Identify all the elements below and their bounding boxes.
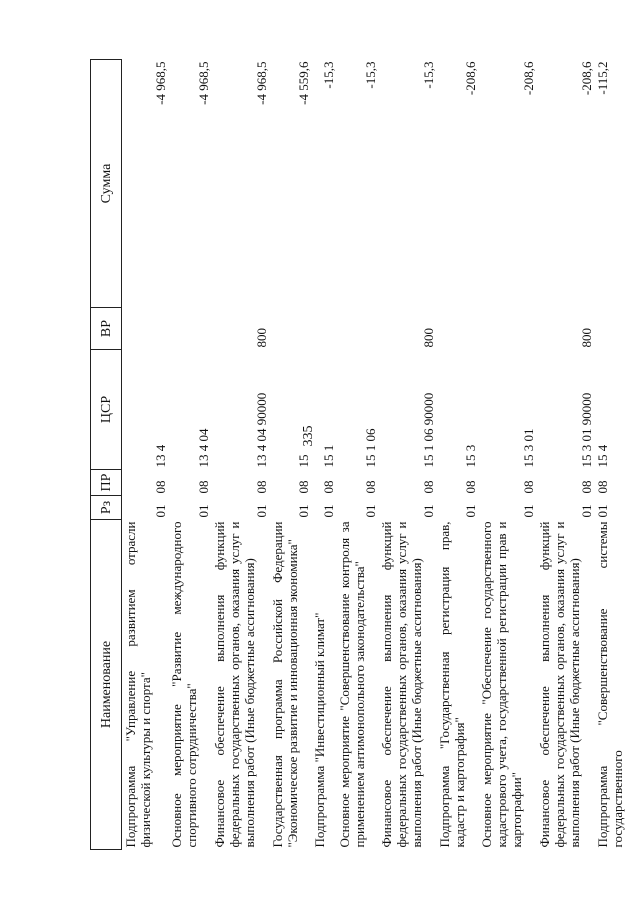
row-csr: 15 1 06 [362, 428, 378, 468]
row-pr: 08 [253, 480, 269, 494]
row-name: Финансовое обеспечение выполнения функций федеральных государственных органов, оказания услуг и выполнения работ (Иные бюджетные ассигнования) [536, 521, 582, 848]
row-sum: -208,6 [520, 61, 536, 96]
row-sum: -4 968,5 [253, 61, 269, 105]
row-rz: 01 [578, 504, 594, 518]
row-csr: 15 1 [320, 444, 336, 468]
row-sum: -4 968,5 [152, 61, 168, 105]
row-vr [168, 308, 211, 350]
row-csr: 13 4 [152, 444, 168, 468]
rotated-page [90, 60, 625, 850]
row-rz: 01 [520, 504, 536, 518]
row-sum: -4 559,6 [295, 61, 311, 105]
row-rz: 01 [195, 504, 211, 518]
row-csr: 13 4 04 90000 [253, 392, 269, 468]
table-row [478, 60, 536, 850]
row-name: Подпрограмма "Инвестиционный климат" [311, 612, 327, 848]
row-sum: -15,3 [362, 61, 378, 89]
row-pr: 08 [152, 480, 168, 494]
table-row [269, 60, 311, 850]
row-vr: 800 [420, 328, 436, 348]
table-row [122, 60, 168, 850]
row-sum: -208,6 [462, 61, 478, 96]
row-pr: 08 [362, 480, 378, 494]
row-rz: 01 [152, 504, 168, 518]
row-name: Основное мероприятие "Развитие международного спортивного сотрудничества" [168, 521, 199, 848]
row-name: Подпрограмма "Управление развитием отрасли физической культуры и спорта" [123, 521, 153, 848]
row-pr: 08 [320, 480, 336, 494]
row-sum: -115,2 [594, 61, 610, 95]
row-rz: 01 [594, 504, 610, 518]
row-pr: 08 [195, 480, 211, 494]
row-vr [594, 308, 625, 350]
row-name: Подпрограмма "Совершенствование системы государственного [594, 521, 625, 848]
table-header-row [91, 60, 122, 850]
row-rz: 01 [420, 504, 436, 518]
row-pr: 08 [520, 480, 536, 494]
row-vr: 800 [578, 328, 594, 348]
row-vr [436, 308, 478, 350]
table-row [594, 60, 625, 850]
row-pr: 08 [462, 480, 478, 494]
table-row [436, 60, 478, 850]
page-number: 335 [301, 425, 316, 447]
row-rz: 01 [295, 504, 311, 518]
table-row [168, 60, 211, 850]
table-row [378, 60, 436, 850]
header-pr: ПР [91, 470, 122, 496]
budget-table [90, 59, 625, 850]
row-pr: 08 [578, 480, 594, 494]
row-rz: 01 [320, 504, 336, 518]
row-csr: 15 3 01 [520, 428, 536, 468]
row-vr [269, 308, 311, 350]
row-name: Основное мероприятие "Обеспечение государственного кадастрового учета, государственной регистрации прав и картографии" [478, 521, 524, 848]
row-sum: -15,3 [320, 61, 336, 89]
row-csr: 15 3 [462, 444, 478, 468]
row-vr [311, 308, 336, 350]
row-name: Подпрограмма "Государственная регистрация прав, кадастр и картография" [436, 521, 467, 848]
row-vr: 800 [253, 328, 269, 348]
header-csr: ЦСР [91, 350, 122, 470]
table-row [336, 60, 378, 850]
row-rz: 01 [362, 504, 378, 518]
header-name: Наименование [91, 520, 122, 850]
row-pr: 08 [594, 480, 610, 494]
row-vr [336, 308, 378, 350]
table-row [311, 60, 336, 850]
row-pr: 08 [295, 480, 311, 494]
row-vr [478, 308, 536, 350]
row-rz: 01 [462, 504, 478, 518]
row-csr: 15 3 01 90000 [578, 392, 594, 468]
row-csr: 15 1 06 90000 [420, 392, 436, 468]
row-csr: 15 [295, 454, 311, 468]
table-row [211, 60, 269, 850]
row-name: Основное мероприятие "Совершенствование контроля за применением антимонопольного законодательства" [336, 521, 367, 848]
row-name: Финансовое обеспечение выполнения функций федеральных государственных органов, оказания услуг и выполнения работ (Иные бюджетные ассигнования) [211, 521, 257, 848]
row-sum: -15,3 [420, 61, 436, 89]
row-sum: -4 968,5 [195, 61, 211, 105]
row-vr [122, 308, 168, 350]
header-vr: ВР [91, 308, 122, 350]
header-sum: Сумма [91, 60, 122, 308]
row-name: Государственная программа Российской Федерации "Экономическое развитие и инновационная экономика" [269, 521, 300, 848]
row-pr: 08 [420, 480, 436, 494]
table-row [536, 60, 594, 850]
row-sum: -208,6 [578, 61, 594, 96]
header-rz: Рз [91, 496, 122, 520]
row-csr: 13 4 04 [195, 428, 211, 468]
row-csr: 15 4 [594, 444, 610, 468]
row-rz: 01 [253, 504, 269, 518]
row-name: Финансовое обеспечение выполнения функций федеральных государственных органов, оказания услуг и выполнения работ (Иные бюджетные ассигнования) [378, 521, 424, 848]
